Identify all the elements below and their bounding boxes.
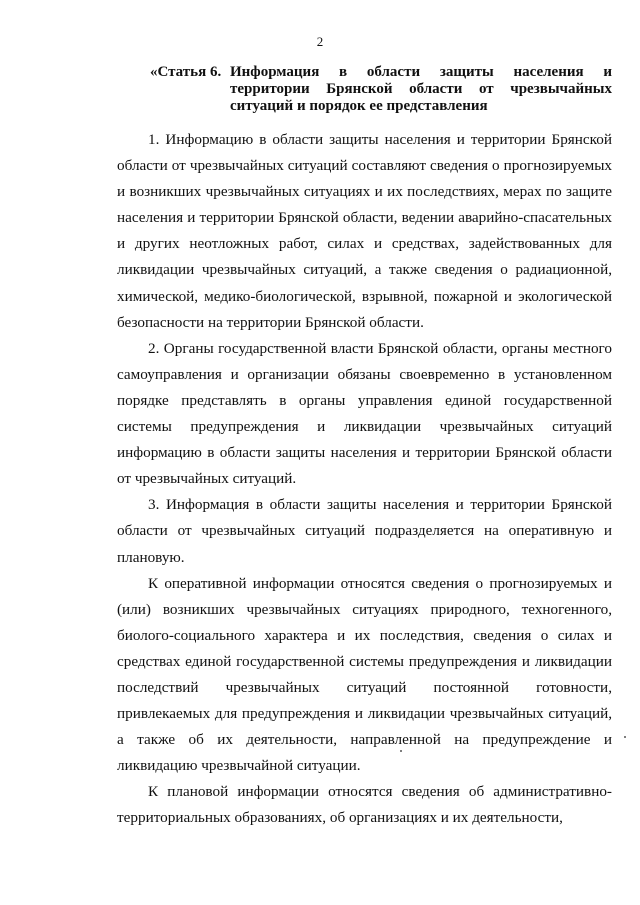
article-heading bbox=[150, 64, 612, 115]
page-number: 2 bbox=[316, 34, 324, 49]
paragraph-5: К плановой информации относятся сведения об административно-территориальных образованиях, об организациях и их деятельности, bbox=[117, 783, 612, 827]
paragraph-4: К оперативной информации относятся сведения о прогнозируемых и (или) возникших чрезвычайных ситуациях природного, техногенного, биолого-социального характера и их последствия, сведения о силах и средствах единой государственной системы предупреждения и ликвидации последствий чрезвычайных ситуаций постоянной готовности, привлекаемых для предупреждения и ликвидации чрезвычайных ситуаций, а также об их деятельности, направленной на предупреждение и ликвидацию чрезвычайной ситуации. bbox=[117, 574, 612, 775]
article-heading-row bbox=[150, 64, 612, 115]
article-body bbox=[117, 127, 612, 832]
paragraph-2: 2. Органы государственной власти Брянской области, органы местного самоуправления и организации обязаны своевременно в установленном порядке представлять в органы управления единой государственной системы предупреждения и ликвидации чрезвычайных ситуаций информацию в области защиты населения и территории Брянской области от чрезвычайных ситуаций. bbox=[117, 339, 612, 488]
scan-speck bbox=[400, 750, 402, 752]
paragraph-1: 1. Информацию в области защиты населения и территории Брянской области от чрезвычайных ситуаций составляют сведения о прогнозируемых и возникших чрезвычайных ситуациях и их последствиях, мерах по защите населения и территории Брянской области, ведении аварийно-спасательных и других неотложных работ, силах и средствах, задействованных для ликвидации чрезвычайных ситуаций, а также сведения о радиационной, химической, медико-биологической, взрывной, пожарной и экологической безопасности на территории Брянской области. bbox=[117, 131, 612, 331]
article-title: Информация в области защиты населения и территории Брянской области от чрезвычайных ситуаций и порядок ее представления bbox=[230, 64, 612, 114]
paragraph-3: 3. Информация в области защиты населения и территории Брянской области от чрезвычайных ситуаций подразделяется на оперативную и плановую. bbox=[117, 496, 612, 566]
scan-speck bbox=[624, 736, 626, 738]
article-label: «Статья 6. bbox=[150, 64, 222, 80]
